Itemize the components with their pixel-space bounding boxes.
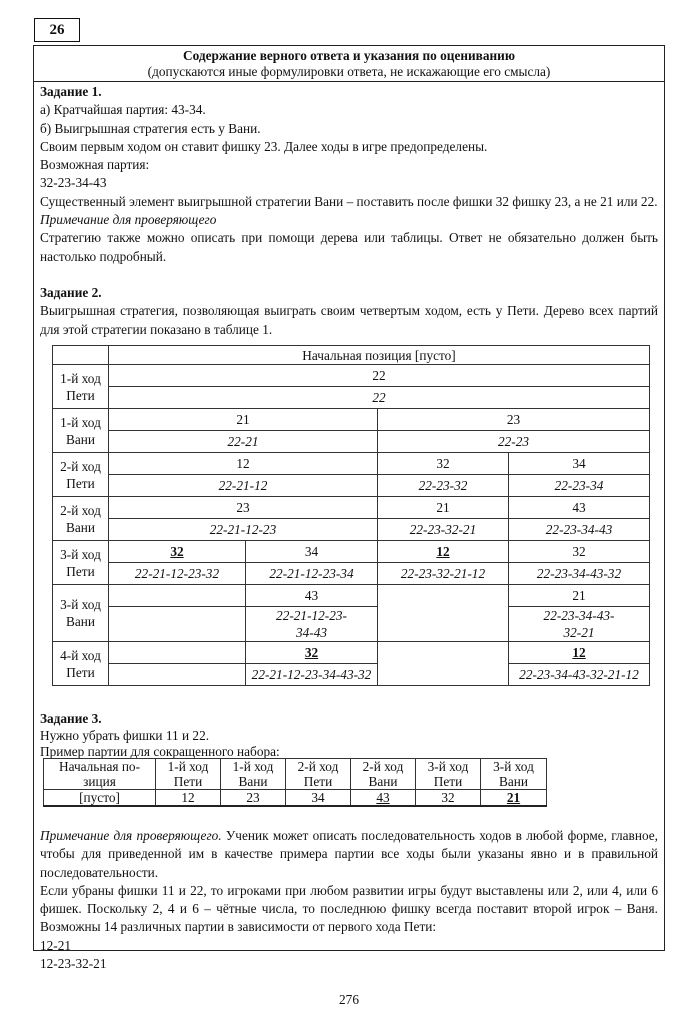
value-cell: 23 [221, 790, 286, 807]
path-cell: 22-21-12-23 [109, 519, 378, 541]
task1-line: а) Кратчайшая партия: 43-34. [40, 102, 206, 118]
table-row [53, 431, 650, 453]
table-row [53, 607, 650, 642]
move-cell-winning: 12 [378, 541, 509, 563]
path-cell: 22-23-34-43-32-21-12 [509, 664, 650, 686]
task1-line: б) Выигрышная стратегия есть у Вани. [40, 120, 261, 136]
start-position-cell: Начальная позиция [пусто] [109, 346, 650, 365]
header-cell: 2-й ход Вани [351, 759, 416, 790]
table-row [53, 409, 650, 431]
move-cell: 12 [109, 453, 378, 475]
header-cell: Начальная по- зиция [44, 759, 156, 790]
row-label: 4-й ход Пети [53, 642, 109, 686]
header-cell: 3-й ход Вани [481, 759, 547, 790]
game-line: 12-21 [40, 937, 72, 953]
table-row [44, 790, 547, 807]
move-cell-winning: 12 [509, 642, 650, 664]
task3-line: Пример партии для сокращенного набора: [40, 744, 280, 759]
path-cell: 22-21-12 [109, 475, 378, 497]
table-row [53, 519, 650, 541]
table-row [53, 664, 650, 686]
task1-line: Своим первым ходом он ставит фишку 23. Далее ходы в игре предопределены. [40, 138, 488, 154]
table-row [53, 475, 650, 497]
frame-content [40, 83, 658, 339]
task3-paragraph: Если убраны фишки 11 и 22, то игроками при любом развитии игры будут выставлены или 2, или 4, или 6 фишек. Поскольку 2, 4 и 6 – чётные числа, то последнюю фишку всегда поставит второй игрок – Ваня. Возможны 14 различных партии в зависимости от первого хода Пети: [40, 882, 658, 935]
move-cell: 34 [246, 541, 378, 563]
path-cell: 22-21-12-23-34 [246, 563, 378, 585]
value-cell: 34 [286, 790, 351, 807]
task3-notes [40, 827, 658, 973]
move-cell: 34 [509, 453, 650, 475]
move-cell: 32 [378, 453, 509, 475]
answer-frame [33, 45, 665, 972]
example-game-table [43, 758, 547, 807]
task1-note-heading: Примечание для проверяющего [40, 212, 217, 228]
table-row [53, 585, 650, 607]
table-row [53, 541, 650, 563]
move-cell: 21 [509, 585, 650, 607]
path-cell: 22-23 [378, 431, 650, 453]
header-cell: 2-й ход Пети [286, 759, 351, 790]
table-row [44, 759, 547, 790]
move-cell: 23 [109, 497, 378, 519]
path-cell: 22-21-12-23-32 [109, 563, 246, 585]
frame-header [34, 46, 664, 82]
path-cell: 22-21-12-23-34-43-32 [246, 664, 378, 686]
path-cell: 22-23-32 [378, 475, 509, 497]
empty-cell [109, 585, 246, 607]
task1-line: Существенный элемент выигрышной стратегии Вани – поставить после фишки 32 фишку 23, а не 21 или 22. [40, 193, 658, 209]
move-cell: 21 [378, 497, 509, 519]
strategy-tree-table [52, 345, 650, 686]
header-cell: 1-й ход Вани [221, 759, 286, 790]
empty-cell [109, 664, 246, 686]
move-cell: 43 [509, 497, 650, 519]
value-cell-final: 21 [481, 790, 547, 807]
game-line: 12-23-32-21 [40, 956, 107, 972]
row-label: 1-й ход Пети [53, 365, 109, 409]
task1-note-text: Стратегию также можно описать при помощи дерева или таблицы. Ответ не обязательно должен быть настолько подробный. [40, 230, 658, 264]
move-cell: 43 [246, 585, 378, 607]
path-cell: 22-21-12-23- 34-43 [246, 607, 378, 642]
path-cell: 22-23-34-43- 32-21 [509, 607, 650, 642]
move-cell: 32 [509, 541, 650, 563]
task3-section [40, 711, 658, 761]
row-label: 2-й ход Пети [53, 453, 109, 497]
move-cell: 21 [109, 409, 378, 431]
row-label: 1-й ход Вани [53, 409, 109, 453]
task2-heading: Задание 2. [40, 284, 102, 300]
empty-cell [109, 642, 246, 664]
table-row [53, 497, 650, 519]
move-cell-winning: 32 [246, 642, 378, 664]
header-cell: 1-й ход Пети [156, 759, 221, 790]
move-cell-winning: 32 [109, 541, 246, 563]
table-row [53, 387, 650, 409]
path-cell: 22-23-32-21 [378, 519, 509, 541]
path-cell: 22 [109, 387, 650, 409]
table-row [53, 346, 650, 365]
empty-cell [378, 642, 509, 686]
task-number-badge: 26 [34, 18, 80, 42]
task3-note [40, 827, 658, 882]
corner-cell [53, 346, 109, 365]
move-cell: 23 [378, 409, 650, 431]
row-label: 3-й ход Пети [53, 541, 109, 585]
path-cell: 22-23-34-43-32 [509, 563, 650, 585]
page-number: 276 [339, 992, 359, 1007]
row-label: 2-й ход Вани [53, 497, 109, 541]
task3-note-heading: Примечание для проверяющего. [40, 828, 222, 843]
task3-note-text: Ученик может описать последовательность ходов в любой форме, главное, чтобы для приведенной им в качестве примера партии все ходы были указаны явно и в правильной последовательности. [40, 828, 658, 880]
move-cell: 22 [109, 365, 650, 387]
task3-line: Нужно убрать фишки 11 и 22. [40, 727, 210, 743]
table-row [53, 453, 650, 475]
path-cell: 22-21 [109, 431, 378, 453]
task2-text: Выигрышная стратегия, позволяющая выиграть своим четвертым ходом, есть у Пети. Дерево всех партий для этой стратегии показано в таблице 1. [40, 303, 658, 337]
header-cell: 3-й ход Пети [416, 759, 481, 790]
path-cell: 22-23-34-43 [509, 519, 650, 541]
table-row [53, 563, 650, 585]
value-cell: 32 [416, 790, 481, 807]
frame-subtitle: (допускаются иные формулировки ответа, не искажающие его смысла) [147, 64, 551, 79]
empty-cell [109, 607, 246, 642]
path-cell: 22-23-32-21-12 [378, 563, 509, 585]
frame-title: Содержание верного ответа и указания по оцениванию [182, 48, 515, 63]
task3-heading: Задание 3. [40, 711, 102, 726]
path-cell: 22-23-34 [509, 475, 650, 497]
empty-cell [378, 585, 509, 642]
task1-heading: Задание 1. [40, 84, 102, 99]
value-cell: 12 [156, 790, 221, 807]
table-row [53, 365, 650, 387]
table-row [53, 642, 650, 664]
row-label: 3-й ход Вани [53, 585, 109, 642]
value-cell: 43 [351, 790, 416, 807]
task1-line: Возможная партия: [40, 157, 150, 173]
value-cell: [пусто] [44, 790, 156, 807]
task1-line: 32-23-34-43 [40, 175, 107, 191]
